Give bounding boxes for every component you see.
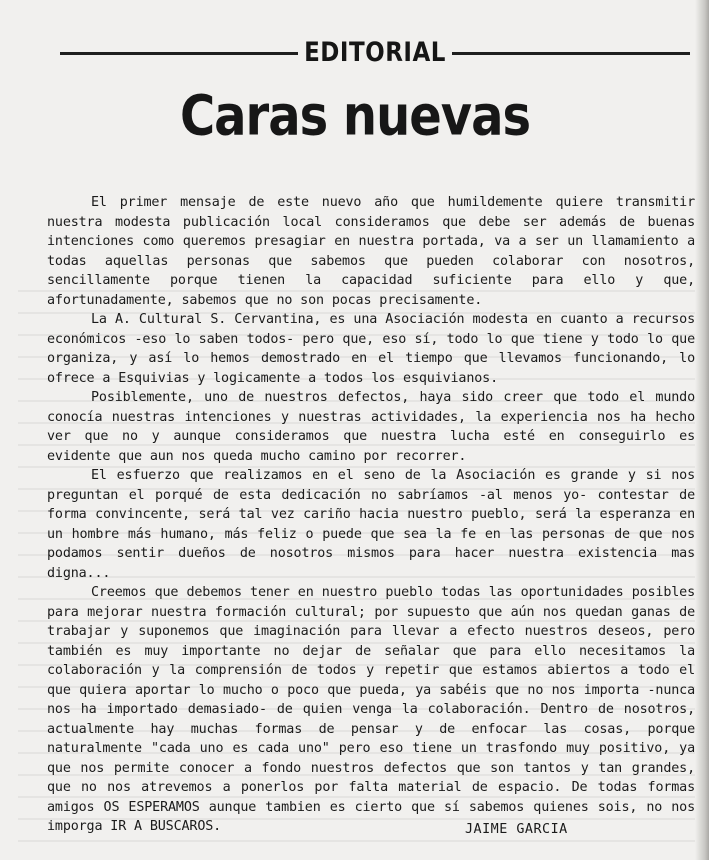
article-title: Caras nuevas xyxy=(179,83,531,149)
header-rule-right xyxy=(452,52,690,55)
article-body xyxy=(47,193,695,837)
paragraph: El primer mensaje de este nuevo año que humildemente quiere transmitir nuestra modesta publicación local consideramos que debe ser además de buenas intenciones como queremos presagiar en nuestra portada, va a ser un llamamiento a todas aquellas personas que sabemos que pueden colaborar con nosotros, sencillamente porque tienen la capacidad suficiente para ello y que, afortunadamente, sabemos que no son pocas precisamente. xyxy=(47,195,695,308)
paragraph: Creemos que debemos tener en nuestro pueblo todas las oportunidades posibles para mejorar nuestra formación cultural; por supuesto que aún nos quedan ganas de trabajar y suponemos que imaginación para llevar a efecto nuestros deseos, pero también es muy importante no dejar de señalar que para ello necesitamos la colaboración y la comprensión de todos y repetir que estamos abiertos a todo el que quiera aportar lo mucho o poco que pueda, ya sabéis que no nos importa -nunca nos ha importado demasiado- de quien venga la colaboración. Dentro de nosotros, actualmente hay muchas formas de pensar y de enfocar las cosas, porque naturalmente "cada uno es cada uno" pero eso tiene un trasfondo muy positivo, ya que nos permite conocer a fondo nuestros defectos que son tantos y tan grandes, que no nos atrevemos a ponerlos por falta material de espacio. De todas formas amigos OS ESPERAMOS aunque tambien es cierto que sí sabemos quienes sois, no nos imporga IR A BUSCAROS. xyxy=(47,585,695,834)
section-header xyxy=(60,40,690,66)
paragraph: La A. Cultural S. Cervantina, es una Asociación modesta en cuanto a recursos económicos -eso lo saben todos- pero que, eso sí, todo lo que tiene y todo lo que organiza, y así lo hemos demostrado en el tiempo que llevamos funcionando, lo ofrece a Esquivias y logicamente a todos los esquivianos. xyxy=(47,312,695,386)
paragraph: Posiblemente, uno de nuestros defectos, haya sido creer que todo el mundo conocía nuestras intenciones y nuestras actividades, la experiencia nos ha hecho ver que no y aunque consideramos que nuestra lucha esté en conseguirlo es evidente que aun nos queda mucho camino por recorrer. xyxy=(47,390,695,464)
paragraph: El esfuerzo que realizamos en el seno de la Asociación es grande y si nos preguntan el porqué de esta dedicación no sabríamos -al menos yo- contestar de forma convincente, será tal vez cariño hacia nuestro pueblo, será la esperanza en un hombre más humano, más feliz o puede que sea la fe en las personas de que nos podamos sentir dueños de nosotros mismos para hacer nuestra existencia mas digna... xyxy=(47,468,695,581)
header-rule-left xyxy=(60,52,298,55)
author-signature: JAIME GARCIA xyxy=(465,822,568,837)
section-label: EDITORIAL xyxy=(304,38,446,68)
page-edge-shadow xyxy=(695,0,709,860)
